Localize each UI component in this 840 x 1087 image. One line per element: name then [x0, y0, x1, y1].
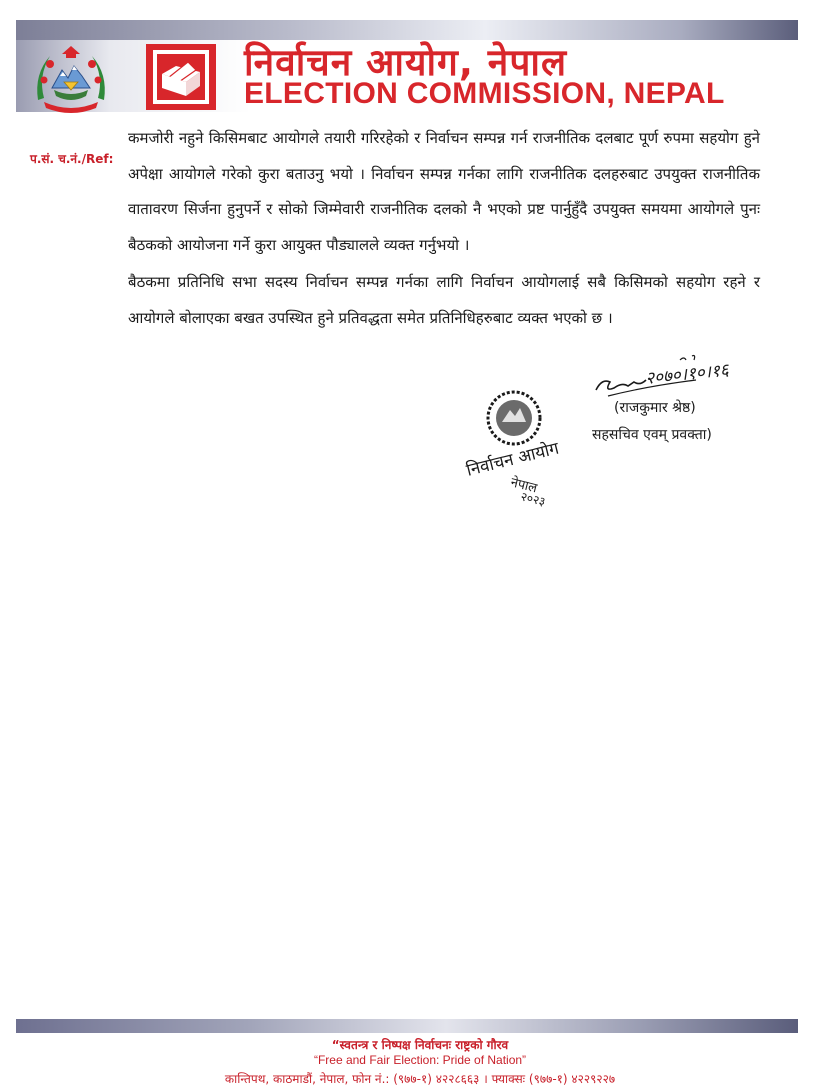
- header-top-band: [16, 20, 798, 40]
- nepal-national-emblem-icon: [30, 40, 112, 116]
- body-paragraph: बैठकमा प्रतिनिधि सभा सदस्य निर्वाचन सम्पन्न गर्नका लागि निर्वाचन आयोगलाई सबै किसिमको सहयोग रहने र आयोगले बोलाएका बखत उपस्थित हुने प्रतिवद्धता समेत प्रतिनिधिहरुबाट व्यक्त भएको छ ।: [128, 273, 760, 327]
- stamp-text: २०२३: [519, 489, 547, 509]
- ballot-box-logo-icon: [146, 44, 216, 110]
- footer-motto-english: “Free and Fair Election: Pride of Nation”: [313, 1053, 527, 1067]
- letterhead-title-english: ELECTION COMMISSION, NEPAL: [244, 77, 725, 110]
- stamp-text: निर्वाचन आयोग: [464, 438, 561, 481]
- signatory-name: (राजकुमार श्रेष्ठ): [614, 400, 696, 416]
- footer-address: कान्तिपथ, काठमाडौं, नेपाल, फोन नं.: (९७७-१) ४२२८६६३ । फ्याक्सः (९७७-१) ४२२९२२७: [224, 1072, 616, 1086]
- footer-band: [16, 1019, 798, 1033]
- handwritten-signature: [588, 352, 758, 402]
- letterhead-title-nepali: निर्वाचन आयोग, नेपाल: [244, 41, 568, 84]
- reference-number-label: प.सं. च.नं./Ref:: [30, 152, 114, 166]
- stamp-text: नेपाल: [509, 475, 539, 497]
- footer-motto: “स्वतन्त्र र निष्पक्ष निर्वाचनः राष्ट्रको गौरव: [331, 1038, 509, 1052]
- letter-body: [128, 121, 760, 336]
- signatory-title: सहसचिव एवम् प्रवक्ता): [592, 427, 712, 443]
- body-paragraph: कमजोरी नहुने किसिमबाट आयोगले तयारी गरिरहेको र निर्वाचन सम्पन्न गर्न राजनीतिक दलबाट पूर्ण रुपमा सहयोग हुने अपेक्षा आयोगले गरेको कुरा बताउनु भयो । निर्वाचन सम्पन्न गर्नका लागि राजनीतिक दलहरुबाट उपयुक्त राजनीतिक वातावरण सिर्जना हुनुपर्ने र सोको जिम्मेवारी राजनीतिक दलको नै भएको प्रष्ट पार्नुहुँदै उपयुक्त समयमा आयोगले पुनः बैठकको आयोजना गर्ने कुरा आयुक्त पौड्यालले व्यक्त गर्नुभयो ।: [128, 129, 760, 254]
- official-stamp: [462, 378, 580, 510]
- signature-date-text: २०७०।१०।१६: [644, 360, 730, 389]
